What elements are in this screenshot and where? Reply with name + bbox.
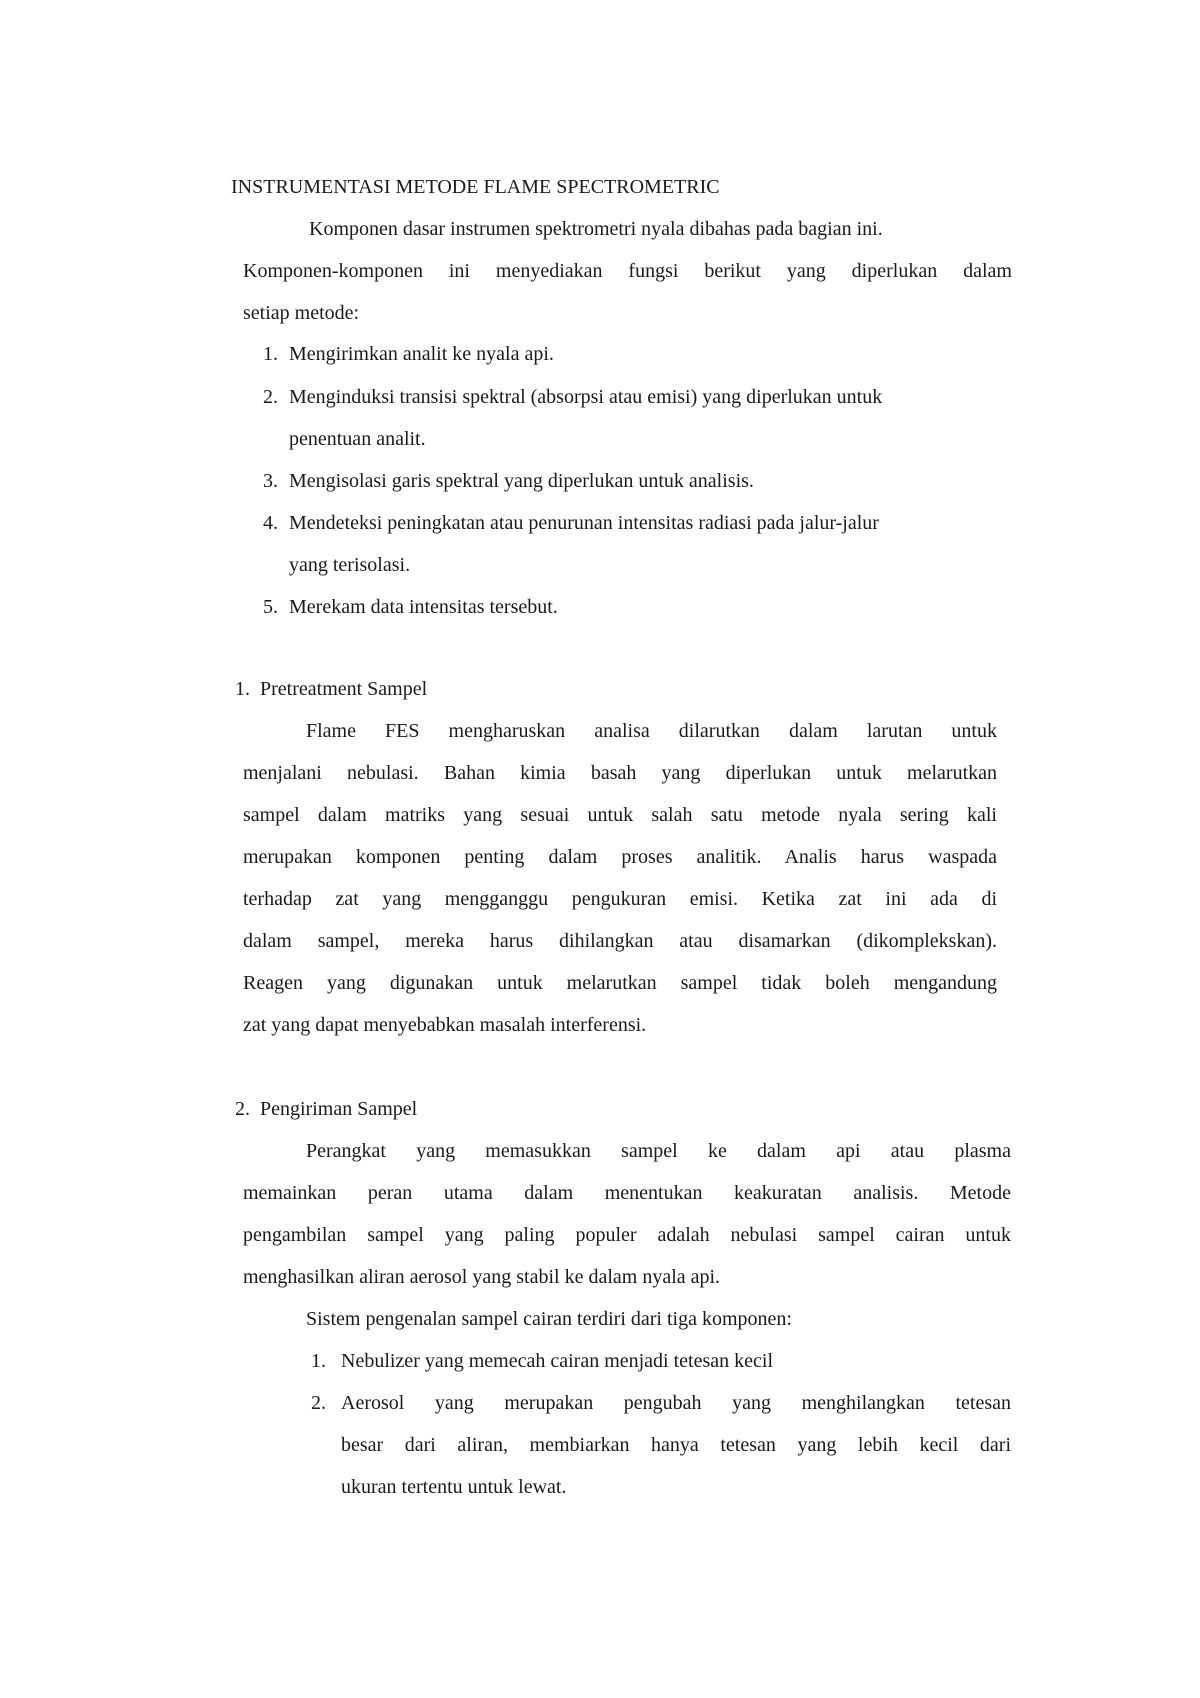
intro-line: Komponen-komponen ini menyediakan fungsi berikut yang diperlukan dalam <box>243 260 1012 282</box>
paragraph-line: Sistem pengenalan sampel cairan terdiri dari tiga komponen: <box>306 1308 792 1330</box>
paragraph-line: dalam sampel, mereka harus dihilangkan atau disamarkan (dikomplekskan). <box>243 930 997 952</box>
paragraph-line: memainkan peran utama dalam menentukan keakuratan analisis. Metode <box>243 1182 1011 1204</box>
list-item-number: 2. <box>263 386 278 408</box>
list-item-text: penentuan analit. <box>289 428 426 450</box>
paragraph-line: Flame FES mengharuskan analisa dilarutkan dalam larutan untuk <box>306 720 997 742</box>
paragraph-line: menghasilkan aliran aerosol yang stabil ke dalam nyala api. <box>243 1266 721 1288</box>
list-item-text: yang terisolasi. <box>289 554 411 576</box>
list-item-number: 3. <box>263 470 278 492</box>
paragraph-line: zat yang dapat menyebabkan masalah interferensi. <box>243 1014 647 1036</box>
paragraph-line: sampel dalam matriks yang sesuai untuk salah satu metode nyala sering kali <box>243 804 997 826</box>
list-item-number: 4. <box>263 512 278 534</box>
intro-line: setiap metode: <box>243 302 360 324</box>
paragraph-line: pengambilan sampel yang paling populer adalah nebulasi sampel cairan untuk <box>243 1224 1011 1246</box>
list-item-text: Aerosol yang merupakan pengubah yang menghilangkan tetesan <box>341 1392 1011 1414</box>
list-item-text: besar dari aliran, membiarkan hanya tetesan yang lebih kecil dari <box>341 1434 1011 1456</box>
list-item-number: 5. <box>263 596 278 618</box>
document-title: INSTRUMENTASI METODE FLAME SPECTROMETRIC <box>231 176 720 198</box>
paragraph-line: Reagen yang digunakan untuk melarutkan sampel tidak boleh mengandung <box>243 972 997 994</box>
paragraph-line: terhadap zat yang mengganggu pengukuran emisi. Ketika zat ini ada di <box>243 888 997 910</box>
list-item-text: Nebulizer yang memecah cairan menjadi tetesan kecil <box>341 1350 774 1372</box>
section-heading: Pretreatment Sampel <box>260 678 428 700</box>
list-item-text: Menginduksi transisi spektral (absorpsi atau emisi) yang diperlukan untuk <box>289 386 883 408</box>
section-number: 2. <box>235 1098 250 1120</box>
list-item-number: 2. <box>311 1392 326 1414</box>
paragraph-line: Perangkat yang memasukkan sampel ke dalam api atau plasma <box>306 1140 1011 1162</box>
list-item-text: Merekam data intensitas tersebut. <box>289 596 558 618</box>
list-item-text: Mengirimkan analit ke nyala api. <box>289 343 554 365</box>
list-item-text: Mendeteksi peningkatan atau penurunan intensitas radiasi pada jalur-jalur <box>289 512 879 534</box>
paragraph-line: merupakan komponen penting dalam proses analitik. Analis harus waspada <box>243 846 997 868</box>
intro-line: Komponen dasar instrumen spektrometri nyala dibahas pada bagian ini. <box>309 218 883 240</box>
paragraph-line: menjalani nebulasi. Bahan kimia basah yang diperlukan untuk melarutkan <box>243 762 997 784</box>
list-item-number: 1. <box>263 343 278 365</box>
section-number: 1. <box>235 678 250 700</box>
list-item-number: 1. <box>311 1350 326 1372</box>
section-heading: Pengiriman Sampel <box>260 1098 418 1120</box>
list-item-text: Mengisolasi garis spektral yang diperlukan untuk analisis. <box>289 470 754 492</box>
list-item-text: ukuran tertentu untuk lewat. <box>341 1476 567 1498</box>
